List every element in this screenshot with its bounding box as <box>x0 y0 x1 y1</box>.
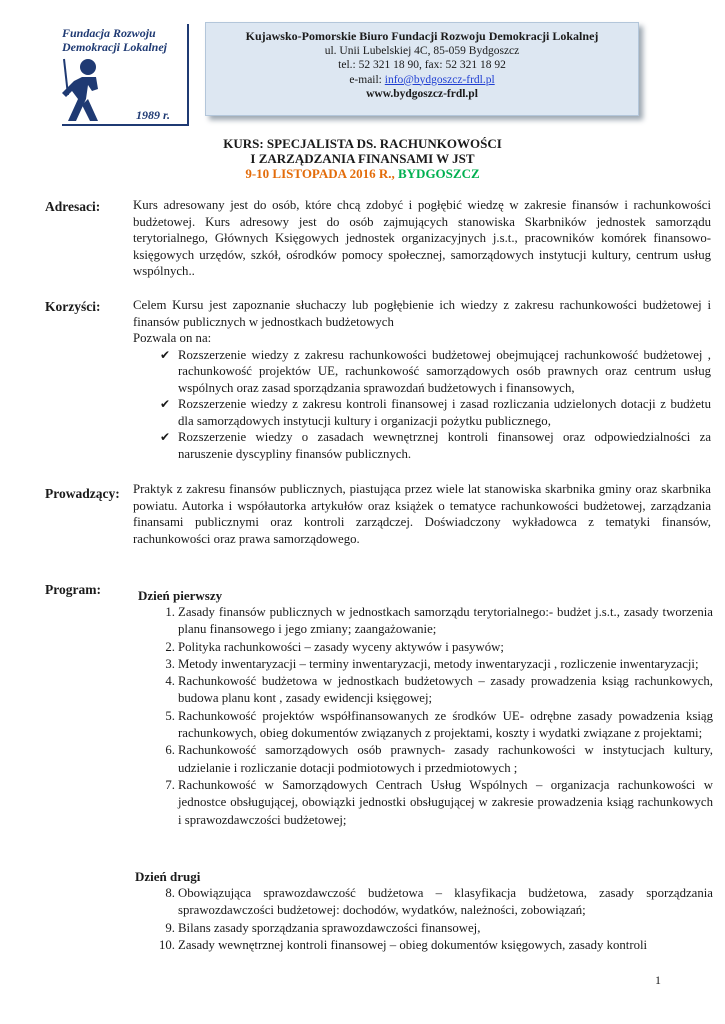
section-label-prowadzacy: Prowadzący: <box>45 486 120 501</box>
org-name: Kujawsko-Pomorskie Biuro Fundacji Rozwoju Demokracji Lokalnej <box>245 29 599 43</box>
logo-name-line1: Fundacja Rozwoju <box>62 26 156 40</box>
list-item: ✔ Rozszerzenie wiedzy o zasadach wewnętrznej kontroli finansowej oraz odpowiedzialności za naruszenie dyscypliny finansów publicznych. <box>160 430 711 461</box>
list-item: 8. Obowiązująca sprawozdawczość budżetowa – klasyfikacja budżetowa, zasady sporządzania sprawozdawczości budżetowej: dochodów, wydatków, należności, zobowiązań; <box>165 886 713 918</box>
korzysci-text <box>133 297 711 462</box>
checkmark-icon: ✔ <box>160 430 171 444</box>
checkmark-icon: ✔ <box>160 347 171 362</box>
course-date: 9-10 LISTOPADA 2016 R., <box>245 166 398 181</box>
section-label-korzysci: Korzyści: <box>45 299 101 314</box>
logo-year: 1989 r. <box>136 108 171 122</box>
course-city: BYDGOSZCZ <box>398 166 480 181</box>
prowadzacy-text <box>133 481 711 547</box>
adresaci-paragraph: Kurs adresowany jest do osób, które chcą zdobyć i pogłębić wiedzę w zakresie finansów i rachunkowości budżetowej. Kurs adresowy jest do osób zajmujących stanowiska Skarbników jednostek samorządu terytorialnego, Głównych Księgowych jednostek organizacyjnych j.s.t., pracowników komórek finansowo-księgowych urzędów, szkół, ośrodków pomocy społecznej, samorządowych instytucji kultury, centrum usług wspólnych.. <box>133 198 711 278</box>
list-item: 4. Rachunkowość budżetowa w jednostkach budżetowych – zasady prowadzenia ksiąg rachunkowych, budowa planu kont , zasady ewidencji księgowej; <box>165 674 713 706</box>
list-item: 1. Zasady finansów publicznych w jednostkach samorządu terytorialnego:- budżet j.s.t., zasady tworzenia planu finansowego i jego zmiany; zaangażowanie; <box>165 605 713 637</box>
prowadzacy-paragraph: Praktyk z zakresu finansów publicznych, piastująca przez wiele lat stanowiska skarbnika gminy oraz skarbnika powiatu. Autorka i współautorka artykułów oraz książek o tematyce rachunkowości budżetowej, zarządzania finansami publicznymi oraz kontroli zarządczej. Doświadczony wykładowca z tematyki finansów, rachunkowości oraz prawa samorządowego. <box>133 482 711 546</box>
checkmark-icon: ✔ <box>160 397 171 411</box>
day2-list <box>133 885 713 954</box>
org-phone: tel.: 52 321 18 90, fax: 52 321 18 92 <box>338 59 506 71</box>
list-item: 3. Metody inwentaryzacji – terminy inwentaryzacji, metody inwentaryzacji , rozliczenie inwentaryzacji; <box>165 656 699 671</box>
course-title-line2: I ZARZĄDZANIA FINANSAMI W JST <box>250 151 475 166</box>
page-number: 1 <box>655 973 661 987</box>
logo-name-line2: Demokracji Lokalnej <box>62 40 167 54</box>
org-email-line <box>206 73 638 88</box>
email-link[interactable]: info@bydgoszcz-frdl.pl <box>384 73 495 86</box>
korzysci-list <box>133 347 711 463</box>
korzysci-intro: Celem Kursu jest zapoznanie słuchaczy lub pogłębienie ich wiedzy z zakresu rachunkowości budżetowej i finansów publicznych w jednostkach budżetowych <box>133 298 711 329</box>
list-item: ✔ Rozszerzenie wiedzy z zakresu rachunkowości budżetowej obejmującej rachunkowość budżetowej , rachunkowość projektów UE, rachunkowość samorządowych osób prawnych oraz centrum usług wspólnych oraz zasad sporządzania sprawozdań budżetowych i finansowych, <box>160 347 711 395</box>
section-label-adresaci: Adresaci: <box>45 199 101 214</box>
day1-list <box>133 604 713 829</box>
adresaci-text <box>133 197 711 280</box>
logo-horizontal-rule <box>62 124 189 126</box>
day1-heading: Dzień pierwszy <box>138 588 223 603</box>
list-item: 5. Rachunkowość projektów współfinansowanych ze środków UE- odrębne zasady powadzenia ksiąg rachunkowych, obieg dokumentów związanych z projektami, koszty i wydatki związane z projektami; <box>165 708 713 741</box>
org-address: ul. Unii Lubelskiej 4C, 85-059 Bydgoszcz <box>324 44 520 57</box>
email-prefix: e-mail: <box>349 73 385 86</box>
list-item: ✔ Rozszerzenie wiedzy z zakresu kontroli finansowej i zasad rozliczania udzielonych dotacji z budżetu dla samorządowych instytucji kultury i organizacji pożytku publicznego, <box>160 397 711 428</box>
list-item: 7. Rachunkowość w Samorządowych Centrach Usług Wspólnych – organizacja rachunkowości w jednostce obsługującej, obowiązki jednostki obsługującej w zakresie prowadzenia ksiąg rachunkowych i sprawozdawczości budżetowej; <box>165 777 713 827</box>
logo-vertical-rule <box>187 24 189 126</box>
list-item: 9. Bilans zasady sporządzania sprawozdawczości finansowej, <box>165 920 481 935</box>
list-item: 6. Rachunkowość samorządowych osób prawnych- zasady rachunkowości w instytucjach kultury, udzielanie i rozliczanie dotacji podmiotowych i przedmiotowych ; <box>165 743 713 775</box>
org-website: www.bydgoszcz-frdl.pl <box>366 88 478 100</box>
section-label-program: Program: <box>45 582 101 597</box>
list-item: 2. Polityka rachunkowości – zasady wyceny aktywów i pasywów; <box>165 639 504 654</box>
korzysci-intro2: Pozwala on na: <box>133 331 212 345</box>
walking-figure-icon <box>52 55 112 123</box>
day2-heading: Dzień drugi <box>135 869 201 884</box>
list-item: 10. Zasady wewnętrznej kontroli finansowej – obieg dokumentów księgowych, zasady kontroli <box>159 937 648 952</box>
contact-header-box <box>205 22 639 116</box>
course-date-line <box>0 166 725 182</box>
course-title-line1: KURS: SPECJALISTA DS. RACHUNKOWOŚCI <box>223 136 502 151</box>
